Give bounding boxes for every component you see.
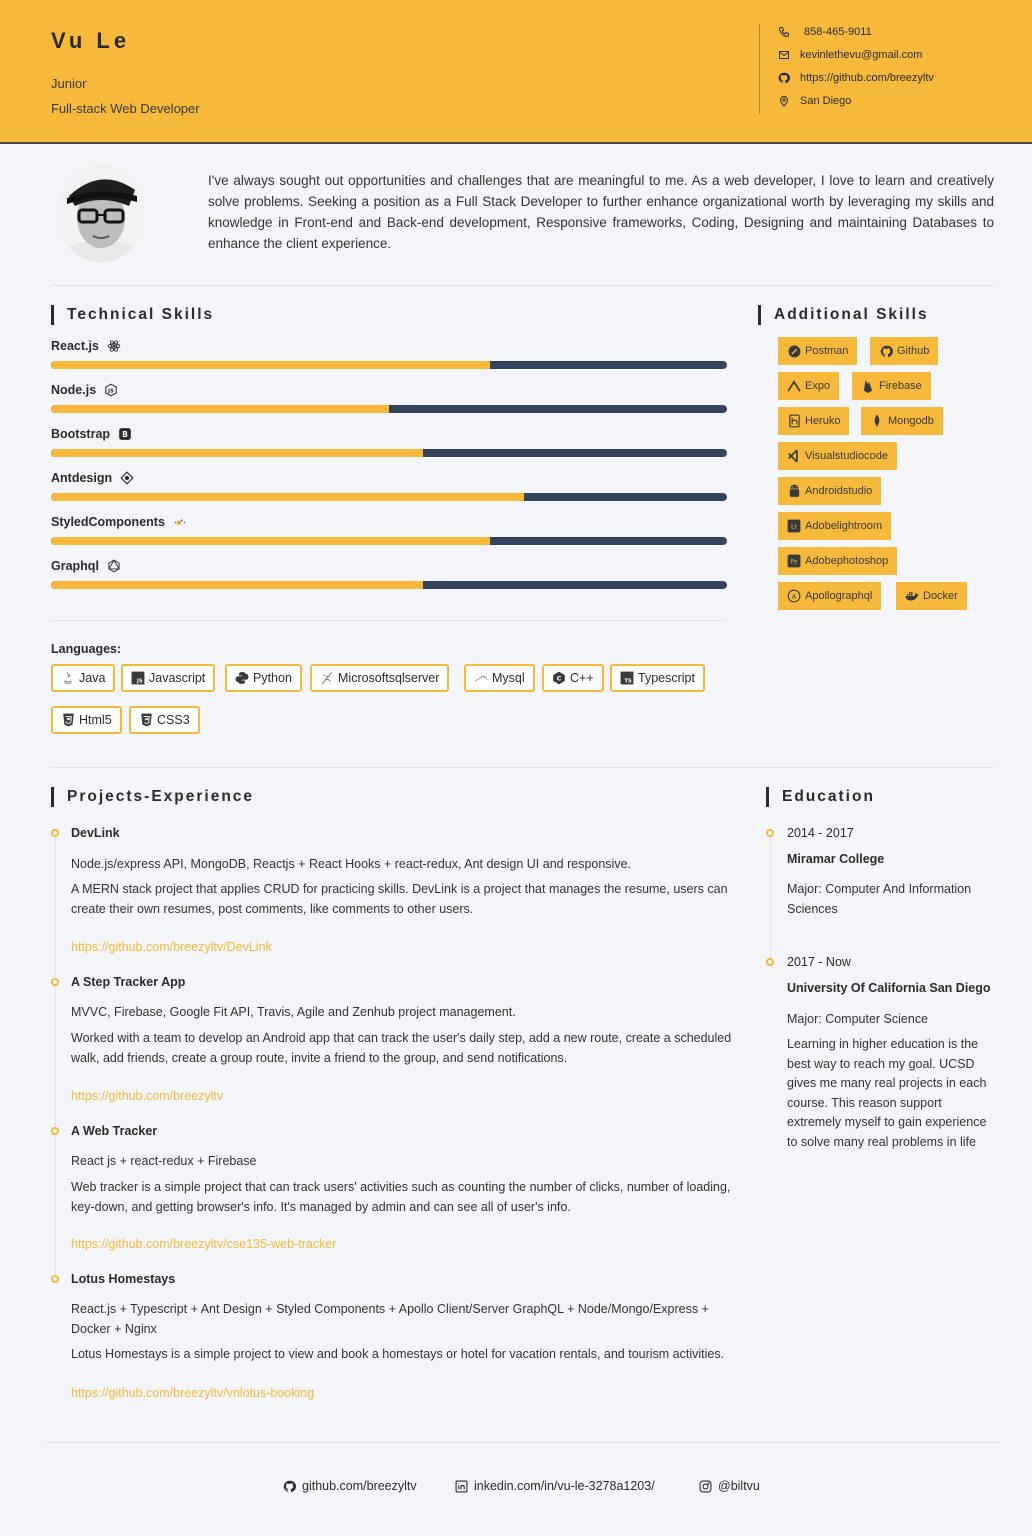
tag-label: Visualstudiocode bbox=[805, 450, 888, 462]
project-link[interactable]: https://github.com/breezyltv/cse135-web-tracker bbox=[71, 1237, 337, 1251]
github-icon bbox=[879, 344, 893, 358]
header bbox=[0, 0, 1032, 144]
react-icon bbox=[107, 339, 121, 353]
education-dates: 2014 - 2017 bbox=[787, 826, 854, 840]
skill-bar-react bbox=[51, 361, 727, 369]
tag-label: Postman bbox=[805, 345, 849, 357]
tag-firebase bbox=[852, 372, 931, 400]
github-icon bbox=[778, 72, 790, 84]
svg-text:JS: JS bbox=[136, 678, 143, 685]
lang-label: Java bbox=[79, 671, 106, 685]
tag-vscode bbox=[778, 442, 897, 470]
svg-text:C: C bbox=[556, 674, 562, 683]
tag-docker bbox=[896, 582, 967, 610]
project-link[interactable]: https://github.com/breezyltv/vnlotus-booking bbox=[71, 1386, 315, 1400]
footer-github-text: github.com/breezyltv bbox=[302, 1479, 417, 1493]
svg-text:Ps: Ps bbox=[790, 559, 798, 566]
expo-icon bbox=[787, 379, 801, 393]
contact-email[interactable] bbox=[778, 49, 922, 61]
tag-label: Mongodb bbox=[888, 415, 934, 427]
contact-email-text: kevinlethevu@gmail.com bbox=[800, 49, 923, 61]
tag-lightroom bbox=[778, 512, 891, 540]
footer-instagram-text: @biltvu bbox=[718, 1479, 760, 1493]
lang-typescript bbox=[610, 664, 705, 692]
lang-sqlserver bbox=[310, 664, 449, 692]
tag-expo bbox=[778, 372, 839, 400]
tag-heroku bbox=[778, 407, 849, 435]
timeline-dot bbox=[766, 829, 774, 837]
timeline-dot bbox=[51, 978, 59, 986]
photoshop-icon bbox=[787, 554, 801, 568]
skill-bar-fill bbox=[51, 361, 490, 369]
project-stack: Node.js/express API, MongoDB, Reactjs + React Hooks + react-redux, Ant design UI and responsive. bbox=[71, 857, 632, 871]
project-description: A MERN stack project that applies CRUD for practicing skills. DevLink is a project that manages the resume, users can create their own resumes, post comments, like comments to other users. bbox=[71, 882, 728, 916]
lang-java bbox=[51, 664, 115, 692]
timeline-dot bbox=[51, 829, 59, 837]
timeline-line bbox=[55, 835, 56, 1280]
skill-antdesign bbox=[51, 471, 134, 485]
nodejs-icon bbox=[104, 383, 118, 397]
contact-location-text: San Diego bbox=[800, 95, 852, 107]
contact-phone-text: 858-465-9011 bbox=[804, 26, 872, 38]
timeline-dot bbox=[51, 1275, 59, 1283]
postman-icon bbox=[787, 344, 801, 358]
css3-icon bbox=[139, 713, 153, 727]
lang-label: Mysql bbox=[492, 671, 525, 685]
javascript-icon bbox=[131, 671, 145, 685]
firebase-icon bbox=[861, 379, 875, 393]
antdesign-icon bbox=[120, 471, 134, 485]
divider bbox=[51, 620, 727, 621]
contact-github[interactable] bbox=[778, 72, 934, 84]
tag-label: Androidstudio bbox=[805, 485, 873, 497]
docker-icon bbox=[905, 589, 919, 603]
github-icon bbox=[283, 1480, 296, 1493]
skill-label: Node.js bbox=[51, 383, 97, 397]
tag-label: Firebase bbox=[879, 380, 922, 392]
project-stack: React.js + Typescript + Ant Design + Styled Components + Apollo Client/Server GraphQL + Node/Mongo/Express + Docker + Nginx bbox=[71, 1302, 709, 1336]
sqlserver-icon bbox=[320, 671, 334, 685]
skill-bar-antdesign bbox=[51, 493, 727, 501]
project-title: A Web Tracker bbox=[71, 1124, 158, 1138]
education-school: Miramar College bbox=[787, 852, 885, 866]
job-level: Junior bbox=[51, 76, 87, 91]
apollo-icon bbox=[787, 589, 801, 603]
education-school: University Of California San Diego bbox=[787, 981, 991, 995]
skill-nodejs bbox=[51, 383, 118, 397]
lang-mysql bbox=[464, 664, 535, 692]
lang-label: C++ bbox=[570, 671, 594, 685]
footer-github[interactable] bbox=[283, 1479, 417, 1493]
graphql-icon bbox=[107, 559, 121, 573]
timeline-dot bbox=[51, 1127, 59, 1135]
languages-label: Languages: bbox=[51, 642, 122, 656]
skill-bar-fill bbox=[51, 449, 423, 457]
typescript-icon bbox=[620, 671, 634, 685]
divider bbox=[51, 767, 994, 768]
technical-skills-heading: Technical Skills bbox=[51, 305, 214, 325]
cplusplus-icon bbox=[552, 671, 566, 685]
location-pin-icon bbox=[778, 95, 790, 107]
tag-label: Adobephotoshop bbox=[805, 555, 889, 567]
skill-label: React.js bbox=[51, 339, 99, 353]
education-heading: Education bbox=[766, 787, 875, 807]
tag-androidstudio bbox=[778, 477, 881, 505]
instagram-icon bbox=[699, 1480, 712, 1493]
skill-label: Bootstrap bbox=[51, 427, 111, 441]
skill-bar-fill bbox=[51, 581, 423, 589]
education-major: Major: Computer And Information Sciences bbox=[787, 882, 972, 916]
tag-label: Adobelightroom bbox=[805, 520, 883, 532]
lang-html5 bbox=[51, 706, 122, 734]
education-dates: 2017 - Now bbox=[787, 955, 851, 969]
lang-python bbox=[225, 664, 302, 692]
skill-bar-styled-components bbox=[51, 537, 727, 545]
lang-label: Microsoftsqlserver bbox=[338, 671, 440, 685]
tag-label: Docker bbox=[923, 590, 958, 602]
additional-skills-heading: Additional Skills bbox=[758, 305, 929, 325]
lang-css3 bbox=[129, 706, 200, 734]
job-title: Full-stack Web Developer bbox=[51, 101, 200, 116]
html5-icon bbox=[61, 713, 75, 727]
tag-photoshop bbox=[778, 547, 897, 575]
skill-label: Graphql bbox=[51, 559, 99, 573]
styled-components-icon bbox=[173, 515, 187, 529]
divider bbox=[51, 285, 994, 286]
skill-bootstrap bbox=[51, 427, 132, 441]
bootstrap-icon bbox=[118, 427, 132, 441]
project-description: Web tracker is a simple project that can track users' activities such as counting the number of clicks, number of loading, key-down, and getting browser's info. It's managed by admin and can see all of user's info. bbox=[71, 1180, 731, 1214]
contact-github-text: https://github.com/breezyltv bbox=[800, 72, 934, 84]
skill-styled-components bbox=[51, 515, 187, 529]
contact-location bbox=[778, 95, 851, 107]
projects-heading: Projects-Experience bbox=[51, 787, 254, 807]
project-description: Worked with a team to develop an Android app that can track the user's daily step, add a new route, create a scheduled walk, add friends, create a group route, invite a friend to the group, and send notifications. bbox=[71, 1031, 732, 1065]
project-link[interactable]: https://github.com/breezyltv bbox=[71, 1089, 224, 1103]
project-title: DevLink bbox=[71, 826, 120, 840]
tag-apollo bbox=[778, 582, 881, 610]
tag-label: Heruko bbox=[805, 415, 841, 427]
lang-label: Javascript bbox=[149, 671, 206, 685]
divider bbox=[45, 1442, 1000, 1443]
mysql-icon bbox=[474, 671, 488, 685]
contact-phone[interactable] bbox=[778, 26, 872, 38]
skill-bar-fill bbox=[51, 493, 524, 501]
tag-label: Apollographql bbox=[805, 590, 873, 602]
svg-text:‹💅›: ‹💅› bbox=[174, 519, 186, 526]
project-title: A Step Tracker App bbox=[71, 975, 186, 989]
linkedin-icon bbox=[455, 1480, 468, 1493]
project-stack: MVVC, Firebase, Google Fit API, Travis, Agile and Zenhub project management. bbox=[71, 1005, 516, 1019]
footer-instagram[interactable] bbox=[699, 1479, 760, 1493]
svg-text:JS: JS bbox=[108, 388, 115, 395]
tag-github bbox=[870, 337, 938, 365]
avatar bbox=[57, 166, 145, 262]
tag-label: Github bbox=[897, 345, 930, 357]
heroku-icon bbox=[787, 414, 801, 428]
name-heading: Vu Le bbox=[51, 28, 131, 53]
skill-bar-nodejs bbox=[51, 405, 727, 413]
tag-mongodb bbox=[861, 407, 943, 435]
skill-bar-fill bbox=[51, 537, 490, 545]
svg-text:Lr: Lr bbox=[791, 524, 797, 531]
project-link[interactable]: https://github.com/breezyltv/DevLink bbox=[71, 940, 272, 954]
contact-divider bbox=[759, 24, 760, 114]
skill-bar-fill bbox=[51, 405, 389, 413]
timeline-dot bbox=[766, 958, 774, 966]
phone-icon bbox=[778, 26, 790, 38]
androidstudio-icon bbox=[787, 484, 801, 498]
footer-linkedin-text: inkedin.com/in/vu-le-3278a1203/ bbox=[474, 1479, 655, 1493]
skill-react bbox=[51, 339, 121, 353]
lang-javascript bbox=[121, 664, 215, 692]
project-stack: React js + react-redux + Firebase bbox=[71, 1154, 257, 1168]
mail-icon bbox=[778, 49, 790, 61]
svg-text:A: A bbox=[791, 592, 797, 601]
skill-graphql bbox=[51, 559, 121, 573]
skill-bar-bootstrap bbox=[51, 449, 727, 457]
svg-text:TS: TS bbox=[624, 678, 632, 685]
svg-text:B: B bbox=[122, 429, 128, 439]
java-icon bbox=[61, 671, 75, 685]
skill-label: StyledComponents bbox=[51, 515, 165, 529]
project-description: Lotus Homestays is a simple project to view and book a homestays or hotel for vacation rentals, and tourism activities. bbox=[71, 1347, 725, 1361]
lightroom-icon bbox=[787, 519, 801, 533]
lang-cplusplus bbox=[542, 664, 604, 692]
skill-label: Antdesign bbox=[51, 471, 113, 485]
about-text: I've always sought out opportunities and challenges that are meaningful to me. As a web developer, I love to learn and creatively solve problems. Seeking a position as a Full Stack Developer to further enhance organizational worth by leveraging my skills and knowledge in Front-end and Back-end development, Responsive frameworks, Coding, Designing and maintaining Databases to enhance the client experience. bbox=[208, 173, 994, 251]
lang-label: CSS3 bbox=[157, 713, 190, 727]
education-note: Learning in higher education is the best way to reach my goal. UCSD gives me many real projects in each course. This reason support extremely myself to gain experience to solve many real problems in life bbox=[787, 1037, 987, 1149]
lang-label: Python bbox=[253, 671, 292, 685]
timeline-line bbox=[770, 835, 771, 965]
lang-label: Html5 bbox=[79, 713, 112, 727]
footer-linkedin[interactable] bbox=[455, 1479, 655, 1493]
python-icon bbox=[235, 671, 249, 685]
mongodb-icon bbox=[870, 414, 884, 428]
project-title: Lotus Homestays bbox=[71, 1272, 176, 1286]
vscode-icon bbox=[787, 449, 801, 463]
education-major: Major: Computer Science bbox=[787, 1012, 929, 1026]
tag-postman bbox=[778, 337, 857, 365]
skill-bar-graphql bbox=[51, 581, 727, 589]
tag-label: Expo bbox=[805, 380, 831, 392]
lang-label: Typescript bbox=[638, 671, 695, 685]
